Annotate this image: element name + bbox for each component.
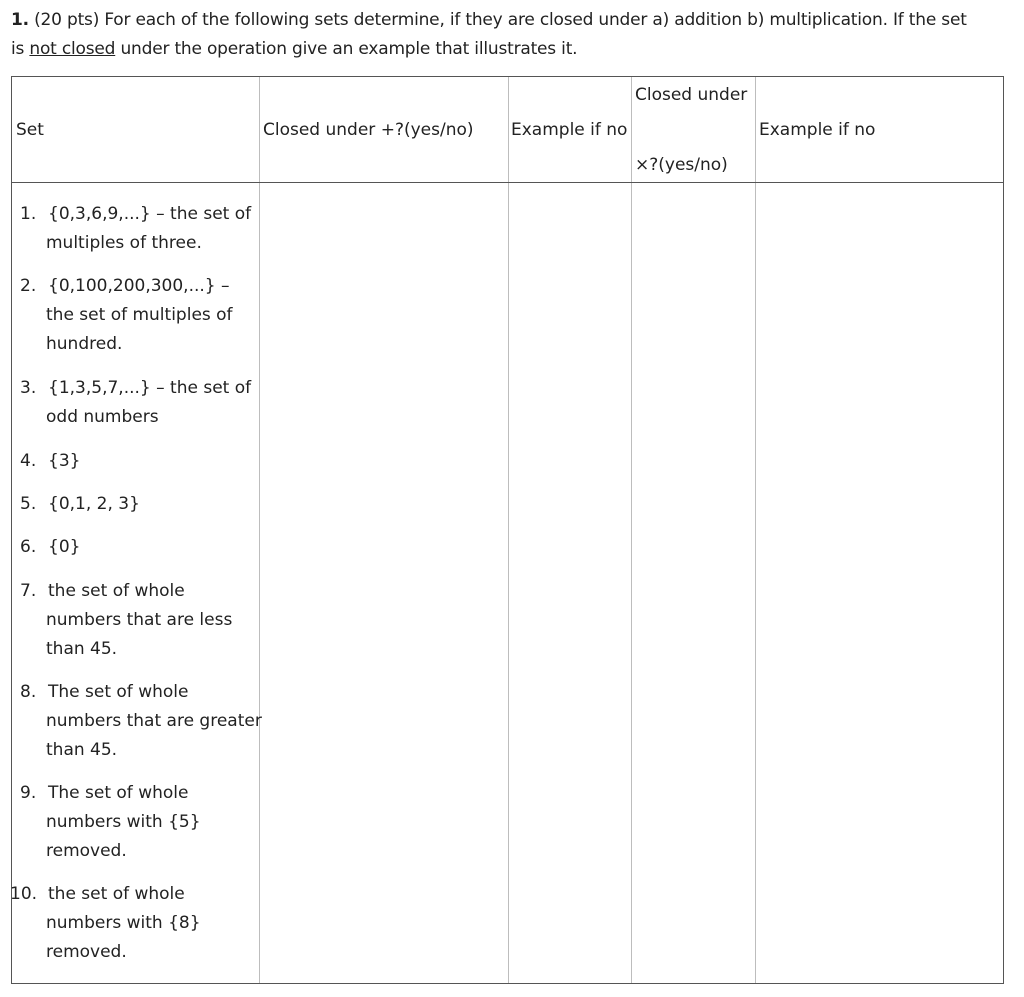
set-item-text: {1,3,5,7,...} – the set of xyxy=(48,378,252,398)
set-item-8 xyxy=(20,678,270,765)
set-item-text: than 45. xyxy=(46,639,118,659)
set-item-5 xyxy=(20,490,260,519)
closure-table xyxy=(11,76,1004,984)
header-example-multiplication: Example if no xyxy=(759,120,876,140)
header-example-addition: Example if no xyxy=(511,120,628,140)
set-item-7 xyxy=(20,577,260,664)
column-divider xyxy=(631,77,632,983)
set-item-10 xyxy=(10,880,250,967)
set-item-number: 2. xyxy=(20,276,37,296)
set-item-number: 6. xyxy=(20,537,37,557)
set-item-text: the set of multiples of xyxy=(46,305,233,325)
set-item-text: The set of whole xyxy=(48,783,189,803)
instructions-text-1: (20 pts) For each of the following sets determine, if they are closed under a) addition b) multiplication. If the set xyxy=(34,10,967,30)
set-item-text: {0,3,6,9,...} – the set of xyxy=(48,204,252,224)
column-divider xyxy=(508,77,509,983)
header-closed-addition: Closed under +?(yes/no) xyxy=(263,120,474,140)
set-item-text: hundred. xyxy=(46,334,123,354)
set-item-text: {3} xyxy=(48,451,81,471)
set-item-text: numbers that are less xyxy=(46,610,233,630)
set-item-4 xyxy=(20,447,260,476)
set-item-text: than 45. xyxy=(46,740,118,760)
set-item-2 xyxy=(20,272,260,359)
header-closed-multiplication-line2: ×?(yes/no) xyxy=(635,155,728,175)
column-divider xyxy=(755,77,756,983)
set-item-6 xyxy=(20,533,260,562)
set-item-text: {0} xyxy=(48,537,81,557)
instructions-line-1 xyxy=(11,6,1021,35)
set-item-9 xyxy=(20,779,260,866)
set-item-number: 9. xyxy=(20,783,37,803)
set-item-text: removed. xyxy=(46,841,127,861)
header-divider xyxy=(12,182,1003,183)
set-item-1 xyxy=(20,200,260,258)
set-item-text: numbers with {5} xyxy=(46,812,201,832)
set-item-number: 5. xyxy=(20,494,37,514)
set-item-number: 7. xyxy=(20,581,37,601)
question-instructions xyxy=(11,6,1021,64)
set-item-3 xyxy=(20,374,260,432)
set-item-number: 1. xyxy=(20,204,37,224)
set-item-text: the set of whole xyxy=(48,581,185,601)
set-item-text: {0,1, 2, 3} xyxy=(48,494,140,514)
set-item-text: {0,100,200,300,...} – xyxy=(48,276,230,296)
not-closed-emphasis: not closed xyxy=(29,39,116,59)
set-item-text: removed. xyxy=(46,942,127,962)
instructions-text-2-prefix: is xyxy=(11,39,25,59)
set-item-number: 4. xyxy=(20,451,37,471)
question-number: 1. xyxy=(11,10,29,30)
set-item-text: numbers with {8} xyxy=(46,913,201,933)
instructions-line-2 xyxy=(11,35,1021,64)
set-item-text: the set of whole xyxy=(48,884,185,904)
set-item-text: numbers that are greater xyxy=(46,711,262,731)
header-set: Set xyxy=(16,120,44,140)
set-item-text: odd numbers xyxy=(46,407,159,427)
set-item-text: The set of whole xyxy=(48,682,189,702)
set-item-number: 3. xyxy=(20,378,37,398)
header-closed-multiplication-line1: Closed under xyxy=(635,85,748,105)
instructions-text-2-suffix: under the operation give an example that illustrates it. xyxy=(120,39,578,59)
set-item-text: multiples of three. xyxy=(46,233,202,253)
set-item-number: 8. xyxy=(20,682,37,702)
set-item-number: 10. xyxy=(10,884,38,904)
